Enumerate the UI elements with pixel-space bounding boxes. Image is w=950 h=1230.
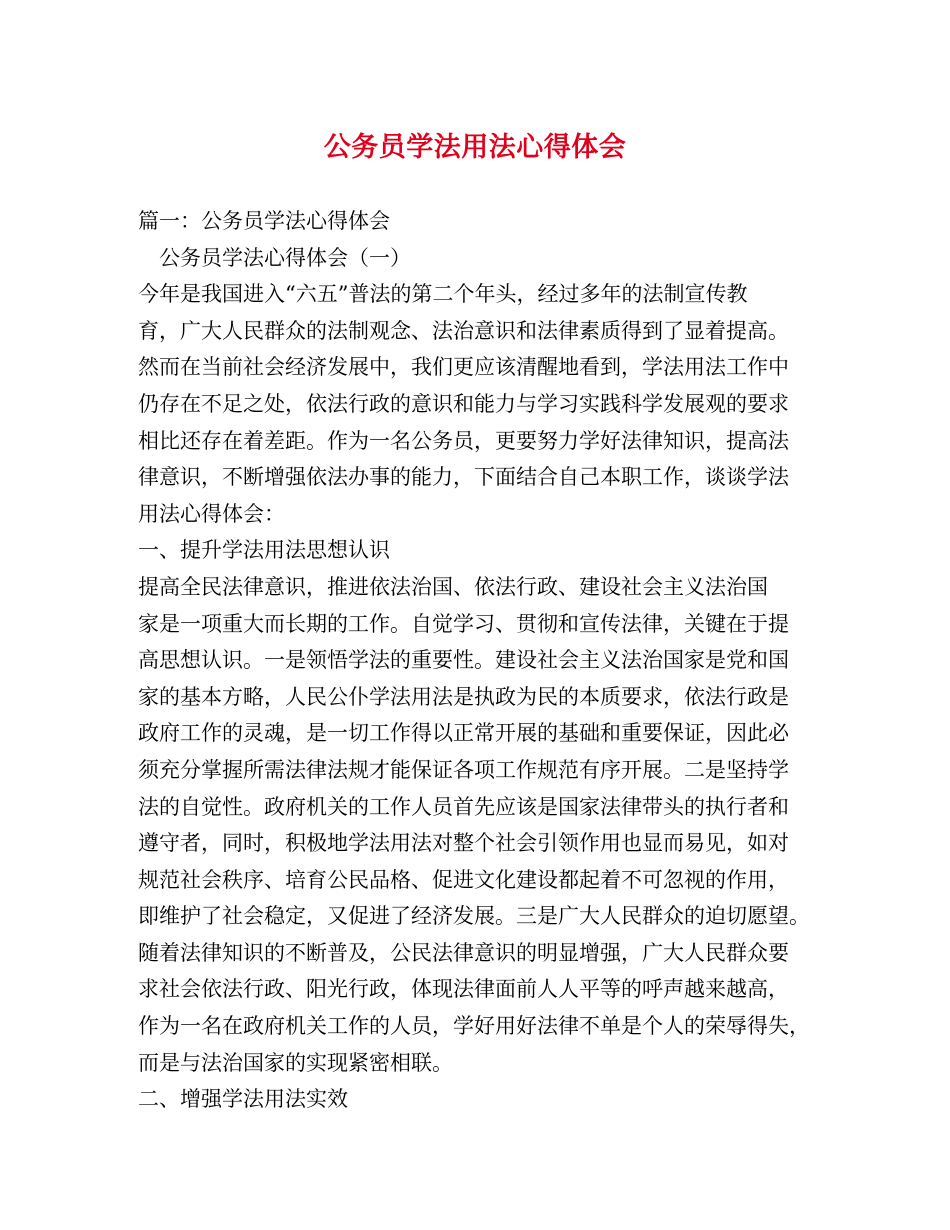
document-title: 公务员学法用法心得体会: [323, 132, 627, 163]
text-line: 仍存在不足之处，依法行政的意识和能力与学习实践科学发展观的要求: [138, 391, 789, 416]
text-line: 育，广大人民群众的法制观念、法治意识和法律素质得到了显着提高。: [138, 318, 789, 343]
text-line: 政府工作的灵魂，是一切工作得以正常开展的基础和重要保证，因此必: [138, 721, 789, 746]
text-line: 公务员学法心得体会（一）: [138, 245, 411, 270]
text-line: 作为一名在政府机关工作的人员，学好用好法律不单是个人的荣辱得失，: [138, 1014, 810, 1039]
text-line: 用法心得体会：: [138, 501, 285, 526]
text-line: 法的自觉性。政府机关的工作人员首先应该是国家法律带头的执行者和: [138, 794, 789, 819]
text-line: 二、增强学法用法实效: [138, 1087, 348, 1112]
text-line: 今年是我国进入“六五”普法的第二个年头，经过多年的法制宣传教: [138, 282, 748, 307]
text-line: 提高全民法律意识，推进依法治国、依法行政、建设社会主义法治国: [138, 574, 768, 599]
text-line: 家是一项重大而长期的工作。自觉学习、贯彻和宣传法律，关键在于提: [138, 611, 789, 636]
text-line: 高思想认识。一是领悟学法的重要性。建设社会主义法治国家是党和国: [138, 648, 789, 673]
text-line: 律意识，不断增强依法办事的能力，下面结合自己本职工作，谈谈学法: [138, 465, 789, 490]
text-line: 规范社会秩序、培育公民品格、促进文化建设都起着不可忽视的作用，: [138, 867, 789, 892]
document-body: [138, 203, 838, 1118]
text-line: 相比还存在着差距。作为一名公务员，更要努力学好法律知识，提高法: [138, 428, 789, 453]
text-line: 求社会依法行政、阳光行政，体现法律面前人人平等的呼声越来越高，: [138, 977, 789, 1002]
text-line: 随着法律知识的不断普及，公民法律意识的明显增强，广大人民群众要: [138, 940, 789, 965]
text-line: 家的基本方略，人民公仆学法用法是执政为民的本质要求，依法行政是: [138, 684, 789, 709]
text-line: 然而在当前社会经济发展中，我们更应该清醒地看到，学法用法工作中: [138, 355, 789, 380]
text-line: 即维护了社会稳定，又促进了经济发展。三是广大人民群众的迫切愿望。: [138, 904, 810, 929]
text-line: 一、提升学法用法思想认识: [138, 538, 390, 563]
text-line: 遵守者，同时，积极地学法用法对整个社会引领作用也显而易见，如对: [138, 831, 789, 856]
text-line: 而是与法治国家的实现紧密相联。: [138, 1050, 453, 1075]
text-line: 须充分掌握所需法律法规才能保证各项工作规范有序开展。二是坚持学: [138, 757, 789, 782]
text-line: 篇一：公务员学法心得体会: [138, 209, 390, 233]
